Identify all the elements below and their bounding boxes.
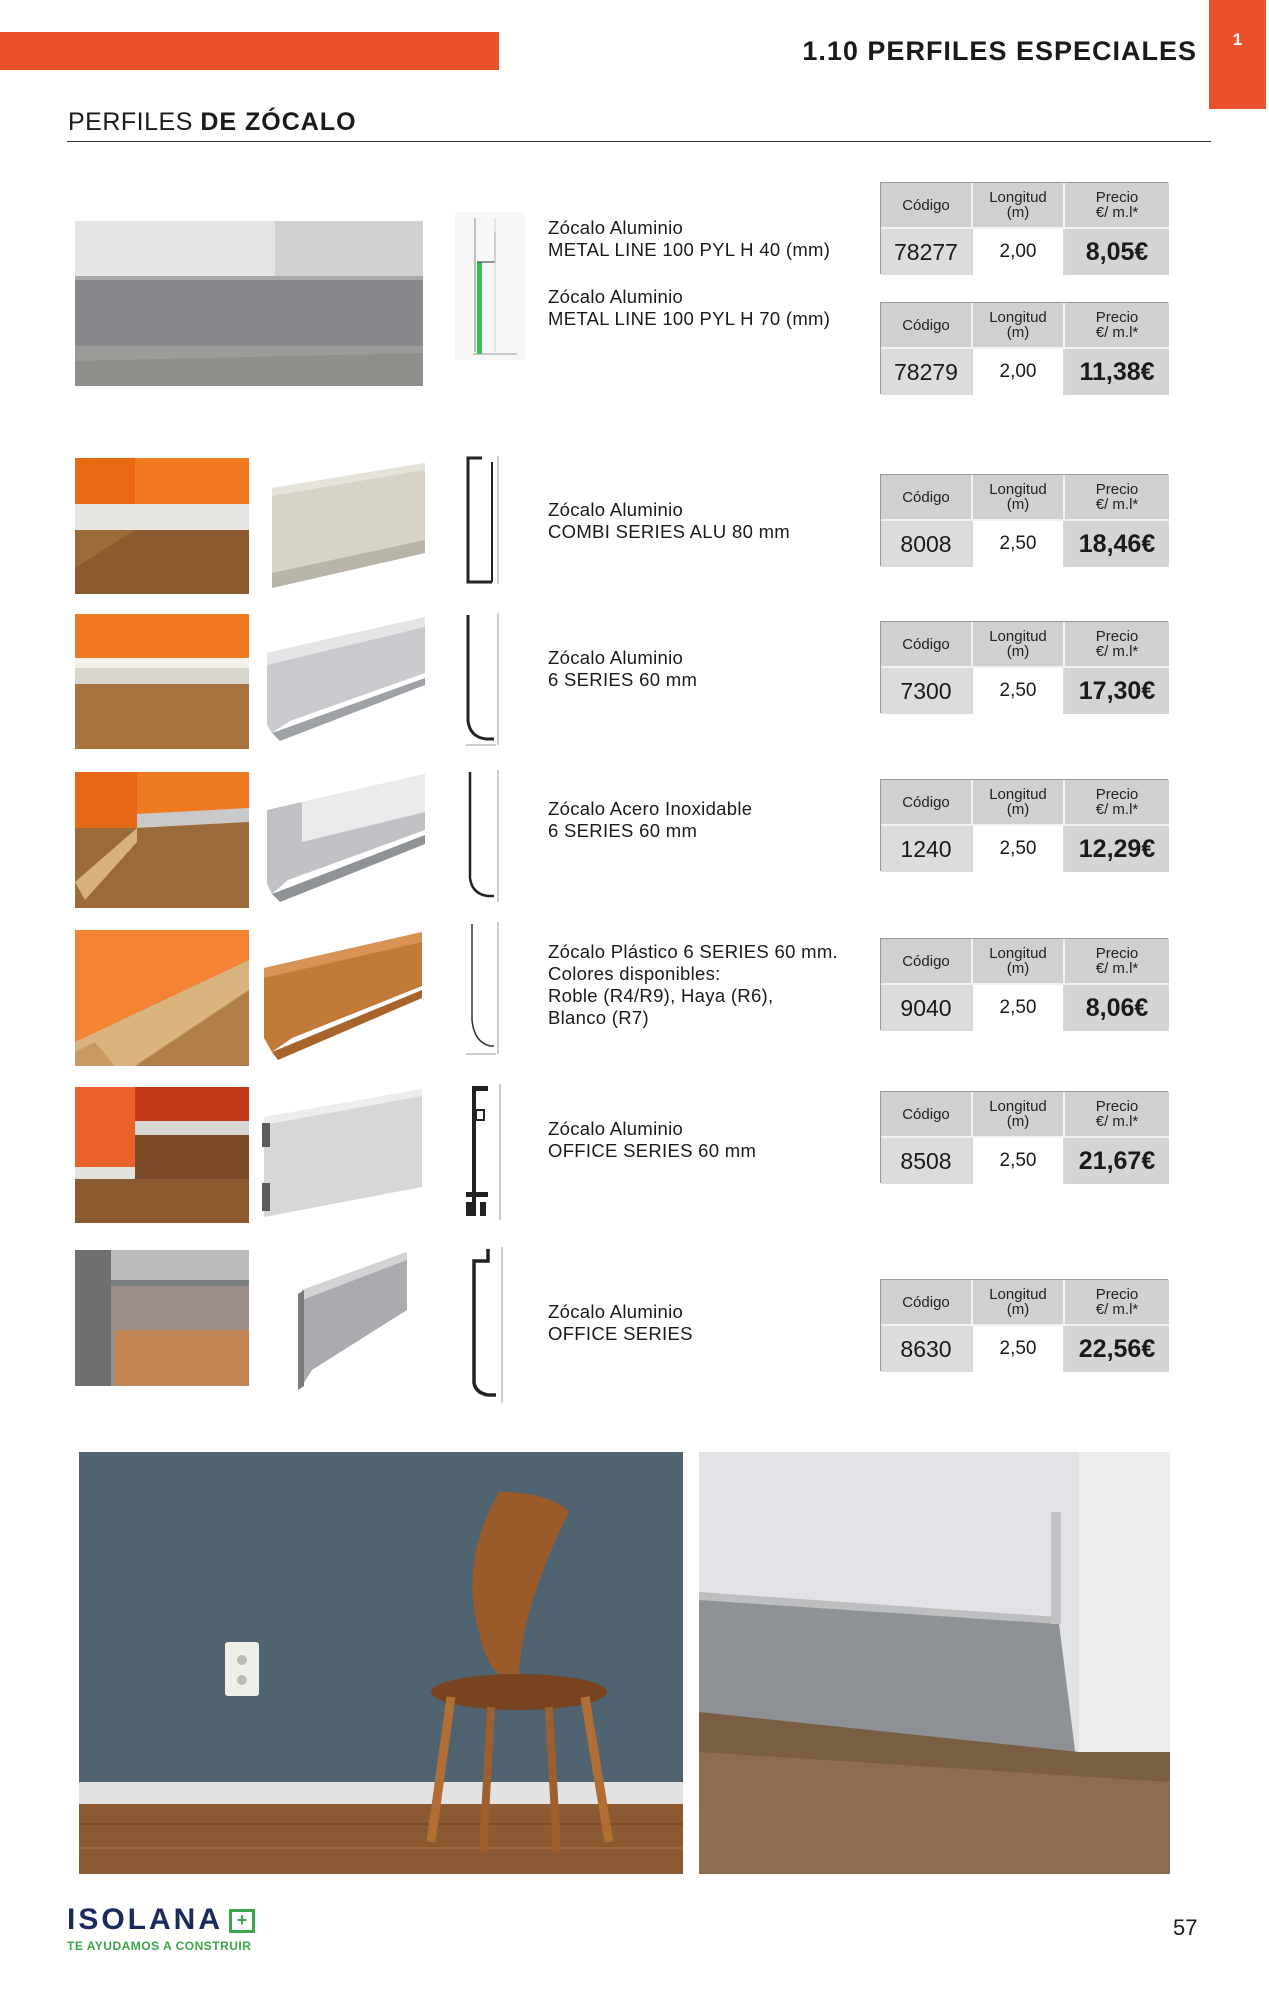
isolana-logo <box>67 1903 255 1953</box>
subtitle-light: PERFILES <box>68 108 201 136</box>
header-price: Precio €/ m.l* <box>1065 622 1169 668</box>
plastic-profile-drawing <box>458 920 503 1058</box>
product-length: 2,50 <box>973 985 1065 1031</box>
header-length: Longitud (m) <box>973 622 1065 668</box>
skirting-wall-photo <box>699 1452 1170 1874</box>
header-length: Longitud (m) <box>973 1280 1065 1326</box>
header-code: Código <box>881 622 973 668</box>
header-price: Precio €/ m.l* <box>1065 475 1169 521</box>
product-price: 8,06€ <box>1065 985 1169 1031</box>
product-length: 2,50 <box>973 1326 1065 1372</box>
header-rule <box>67 141 1211 142</box>
office-60-profile-photo <box>262 1087 425 1223</box>
metal-line-room-photo <box>75 221 423 386</box>
product-description-4: Zócalo Aluminio 6 SERIES 60 mm <box>548 647 698 690</box>
header-length: Longitud (m) <box>973 1092 1065 1138</box>
header-price: Precio €/ m.l* <box>1065 780 1169 826</box>
metal-line-profile-drawing <box>455 212 525 360</box>
plastic-room-photo <box>75 930 249 1066</box>
section-title: 1.10 PERFILES ESPECIALES <box>802 36 1197 66</box>
header-price: Precio €/ m.l* <box>1065 1092 1169 1138</box>
stainless-room-photo <box>75 772 249 908</box>
product-description-7: Zócalo Aluminio OFFICE SERIES 60 mm <box>548 1118 757 1161</box>
header-code: Código <box>881 1280 973 1326</box>
product-price: 22,56€ <box>1065 1326 1169 1372</box>
product-length: 2,50 <box>973 668 1065 714</box>
header-code: Código <box>881 303 973 349</box>
price-table-78279 <box>880 302 1168 394</box>
product-description-3: Zócalo Aluminio COMBI SERIES ALU 80 mm <box>548 499 791 542</box>
header-price: Precio €/ m.l* <box>1065 183 1169 229</box>
product-price: 8,05€ <box>1065 229 1169 275</box>
price-table-1240 <box>880 779 1168 871</box>
product-price: 12,29€ <box>1065 826 1169 872</box>
price-table-8508 <box>880 1091 1168 1183</box>
header-code: Código <box>881 1092 973 1138</box>
header-length: Longitud (m) <box>973 475 1065 521</box>
price-table-9040 <box>880 938 1168 1030</box>
office-profile-drawing <box>458 1245 508 1407</box>
header-length: Longitud (m) <box>973 303 1065 349</box>
product-code: 7300 <box>881 668 973 714</box>
product-price: 21,67€ <box>1065 1138 1169 1184</box>
chapter-tab: 1 <box>1209 0 1266 109</box>
product-description-8: Zócalo Aluminio OFFICE SERIES <box>548 1301 693 1344</box>
product-description-5: Zócalo Acero Inoxidable 6 SERIES 60 mm <box>548 798 753 841</box>
header-code: Código <box>881 780 973 826</box>
product-description-1: Zócalo Aluminio METAL LINE 100 PYL H 40 (mm) <box>548 217 831 260</box>
six-series-alu-profile-drawing <box>458 611 503 748</box>
product-code: 8508 <box>881 1138 973 1184</box>
plastic-profile-photo <box>262 928 425 1064</box>
header-code: Código <box>881 475 973 521</box>
product-length: 2,50 <box>973 521 1065 567</box>
chair-interior-photo <box>79 1452 683 1874</box>
header-code: Código <box>881 183 973 229</box>
stainless-profile-drawing <box>458 768 503 906</box>
product-code: 1240 <box>881 826 973 872</box>
six-series-alu-room-photo <box>75 614 249 749</box>
product-length: 2,50 <box>973 1138 1065 1184</box>
logo-tagline: TE AYUDAMOS A CONSTRUIR <box>67 1939 252 1953</box>
product-code: 8008 <box>881 521 973 567</box>
combi-profile-photo <box>262 458 425 593</box>
header-code: Código <box>881 939 973 985</box>
header-price: Precio €/ m.l* <box>1065 1280 1169 1326</box>
header-price: Precio €/ m.l* <box>1065 303 1169 349</box>
product-price: 17,30€ <box>1065 668 1169 714</box>
header-length: Longitud (m) <box>973 780 1065 826</box>
product-code: 78279 <box>881 349 973 395</box>
header-length: Longitud (m) <box>973 183 1065 229</box>
product-length: 2,00 <box>973 349 1065 395</box>
product-description-6: Zócalo Plástico 6 SERIES 60 mm. Colores disponibles: Roble (R4/R9), Haya (R6), Blanco (R7) <box>548 941 838 1028</box>
combi-profile-drawing <box>458 452 503 588</box>
product-length: 2,00 <box>973 229 1065 275</box>
price-table-7300 <box>880 621 1168 713</box>
product-code: 8630 <box>881 1326 973 1372</box>
product-price: 18,46€ <box>1065 521 1169 567</box>
header-length: Longitud (m) <box>973 939 1065 985</box>
office-room-photo <box>75 1250 249 1386</box>
combi-room-photo <box>75 458 249 594</box>
header-accent-bar <box>0 32 499 70</box>
office-profile-photo <box>262 1250 407 1407</box>
price-table-8630 <box>880 1279 1168 1371</box>
subtitle-bold: DE ZÓCALO <box>200 108 357 136</box>
stainless-profile-photo <box>262 772 425 908</box>
office-60-room-photo <box>75 1087 249 1223</box>
logo-wordmark: ISOLANA <box>67 1903 223 1936</box>
office-60-profile-drawing <box>458 1080 508 1225</box>
logo-plus-icon: + <box>229 1909 255 1933</box>
page-subtitle <box>68 108 357 137</box>
page-number: 57 <box>1173 1915 1198 1940</box>
product-price: 11,38€ <box>1065 349 1169 395</box>
product-description-2: Zócalo Aluminio METAL LINE 100 PYL H 70 (mm) <box>548 286 831 329</box>
price-table-8008 <box>880 474 1168 566</box>
header-price: Precio €/ m.l* <box>1065 939 1169 985</box>
product-length: 2,50 <box>973 826 1065 872</box>
product-code: 78277 <box>881 229 973 275</box>
six-series-alu-profile-photo <box>262 613 425 748</box>
product-code: 9040 <box>881 985 973 1031</box>
price-table-78277 <box>880 182 1168 274</box>
